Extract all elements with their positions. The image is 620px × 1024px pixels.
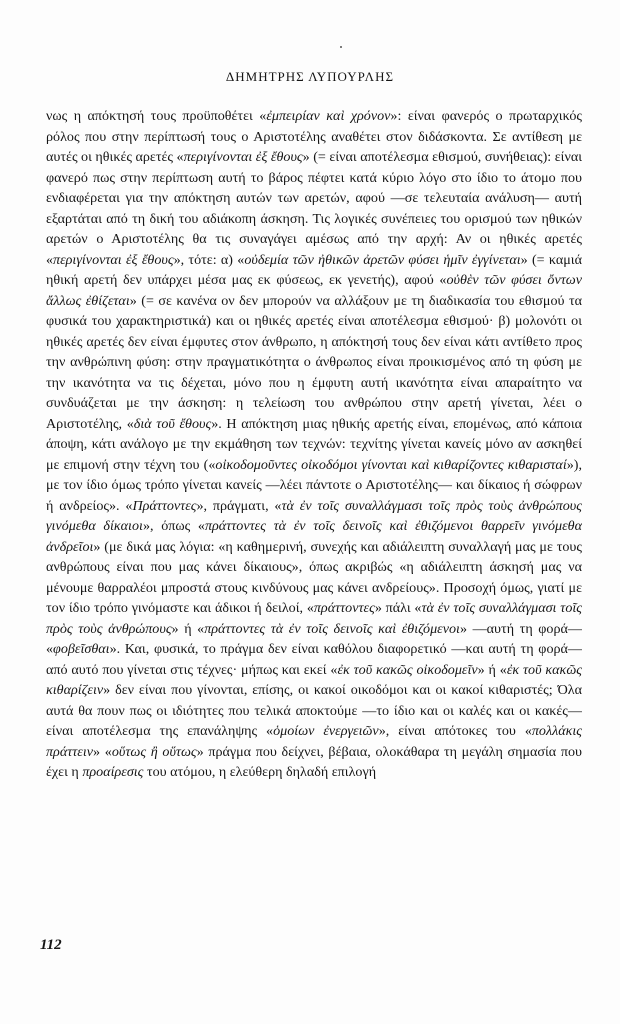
greek-quotation: Πράττοντες [132, 497, 197, 514]
text-run: » πάλι « [374, 600, 422, 616]
greek-quotation: τὰ ἐν τοῖς συναλλάγμασι τοῖς πρὸς τοὺς ἀνθρώπους γινόμεθα δίκαιοι [46, 497, 582, 534]
greek-quotation: διὰ τοῦ ἔθους [133, 415, 212, 432]
text-run: » (= σε κανένα ον δεν μπορούν να αλλάξουν με τη διαδικασία του εθισμού τα φυσικά του χαρακτηριστικά) και οι ηθικές αρετές είναι αποτέλεσμα εθισμού· β) μολονότι οι ηθικές αρετές δεν είναι έμφυτες στον άνθρωπο, η απόκτησή τους δεν είναι κάτι αντίθετο προς την ανθρώπινη φύση: στην πραγματικότητα ο άνθρωπος είναι προικισμένος από τη φύση με την ικανότητα να τις δέχεται, μόνο που η έμφυτη αυτή ικανότητα είναι απαραίτητο να συνδυάζεται με την άσκηση: η τελείωση του ανθρώπου στην αρετή γίνεται, λέει ο Αριστοτέλης, « [46, 292, 582, 432]
greek-quotation: ἐκ τοῦ κακῶς κιθαρίζειν [46, 661, 582, 698]
text-run: »), με τον ίδιο όμως τρόπο γίνεται κανείς —λέει πάντοτε ο Αριστοτέλης— και δίκαιος ή σώφρων ή ανδρείος». « [46, 456, 582, 514]
greek-quotation: οὐδεμία τῶν ἠθικῶν ἀρετῶν φύσει ἡμῖν ἐγγίνεται [244, 251, 521, 268]
text-run: » (= είναι αποτέλεσμα εθισμού, συνήθειας): είναι φανερό πως στην περίπτωση αυτή το βάρος πέφτει κατά κύριο λόγο στο ίδιο το άτομο που ενδιαφέρεται για την απόκτηση αυτών των αρετών, αφού —σε τελευταία ανάλυση— αυτή εξαρτάται από τη δική του αδιάκοπη άσκηση. Τις λογικές συνέπειες του ορισμού των ηθικών αρετών ο Αριστοτέλης θα τις συναγάγει αμέσως από την αρχή: Αν οι ηθικές αρετές « [46, 149, 582, 268]
greek-quotation: περιγίνονται ἐξ ἔθους [183, 149, 303, 165]
scan-speck [340, 46, 342, 48]
text-run: », τότε: α) « [173, 251, 245, 268]
running-header: ΔΗΜΗΤΡΗΣ ΛΥΠΟΥΡΛΗΣ [225, 69, 395, 84]
greek-quotation: οὕτως ἢ οὕτως [111, 743, 197, 760]
greek-quotation: περιγίνονται ἐξ ἔθους [53, 251, 174, 268]
text-run: » « [93, 743, 112, 760]
greek-quotation: πράττοντες τὰ ἐν τοῖς δεινοῖς καὶ ἐθιζόμενοι θαρρεῖν γινόμεθα ἀνδρεῖοι [46, 518, 582, 555]
greek-quotation: προαίρεσις [82, 764, 144, 780]
page-number: 112 [40, 937, 62, 953]
greek-quotation: ἐκ τοῦ κακῶς οἰκοδομεῖν [337, 661, 478, 678]
greek-quotation: ἐμπειρίαν καὶ χρόνον [266, 108, 391, 124]
text-run: του ατόμου, η ελεύθερη δηλαδή επιλογή [143, 764, 377, 780]
greek-quotation: τὰ ἐν τοῖς συναλλάγμασι τοῖς πρὸς τοὺς ἀνθρώπους [46, 600, 582, 637]
text-run: » ή « [477, 661, 507, 678]
text-run: », όπως « [142, 518, 205, 534]
greek-quotation: οἰκοδομοῦντες οἰκοδόμοι γίνονται καὶ κιθαρίζοντες κιθαρισταί [215, 456, 567, 473]
text-run: » πράγμα που δείχνει, βέβαια, ολοκάθαρα τη μεγάλη σημασία που έχει η [46, 743, 582, 780]
greek-quotation: πράττοντες [313, 600, 375, 616]
greek-quotation: πολλάκις πράττειν [46, 723, 582, 760]
text-run: », είναι απότοκες του « [378, 723, 532, 739]
text-run: », πράγματι, « [196, 497, 282, 514]
greek-quotation: ὁμοίων ἐνεργειῶν [273, 723, 379, 739]
text-run: » ή « [171, 620, 205, 637]
text-run: »: είναι φανερός ο πρωταρχικός ρόλος που στην περίπτωσή τους ο Αριστοτέλης αναθέτει στον διδάσκοντα. Σε αντίθεση με αυτές οι ηθικές αρετές « [46, 108, 582, 165]
text-run: ». Η απόκτηση μιας ηθικής αρετής είναι, επομένως, από κάποια άποψη, κάτι ανάλογο με την εκμάθηση των τεχνών: τεχνίτης γίνεται κανείς μόνο αν ασκηθεί με επιμονή στην τέχνη του (« [46, 415, 582, 473]
text-run: » (με δικά μας λόγια: «η καθημερινή, συνεχής και αδιάλειπτη συναλλαγή μας με τους ανθρώπους είναι που μας κάνει δίκαιους», όπως ακριβώς «η αδιάλειπτη άσκησή μας να μένουμε θαρραλέοι μπροστά στους κινδύνους μας κάνει ανδρείους». Προσοχή όμως, γιατί με τον ίδιο τρόπο γινόμαστε και άδικοι ή δειλοί, « [46, 538, 582, 616]
body-paragraph [46, 106, 582, 954]
text-run: » δεν είναι που γίνονται, επίσης, οι κακοί οικοδόμοι και οι κακοί κιθαριστές; Όλα αυτά θα πουν πως οι ιδιότητες που τελικά αποκτούμε —το ίδιο και οι καλές και οι κακές— είναι αποτέλεσμα της επανάληψης « [46, 682, 582, 739]
text-run: ». Και, φυσικά, το πράγμα δεν είναι καθόλου διαφορετικό —και αυτή τη φορά— από αυτό που γίνεται στις τέχνες· μήπως και εκεί « [46, 641, 582, 678]
text-run: » —αυτή τη φορά— « [46, 620, 582, 657]
greek-quotation: οὐθὲν τῶν φύσει ὄντων ἄλλως ἐθίζεται [46, 272, 582, 309]
text-run: νως η απόκτησή τους προϋποθέτει « [46, 108, 267, 124]
greek-quotation: φοβεῖσθαι [53, 641, 110, 657]
greek-quotation: πράττοντες τὰ ἐν τοῖς δεινοῖς καὶ ἐθιζόμενοι [204, 620, 460, 637]
text-run: » (= καμιά ηθική αρετή δεν υπάρχει μέσα μας εκ φύσεως, εκ γενετής), αφού « [46, 251, 582, 288]
